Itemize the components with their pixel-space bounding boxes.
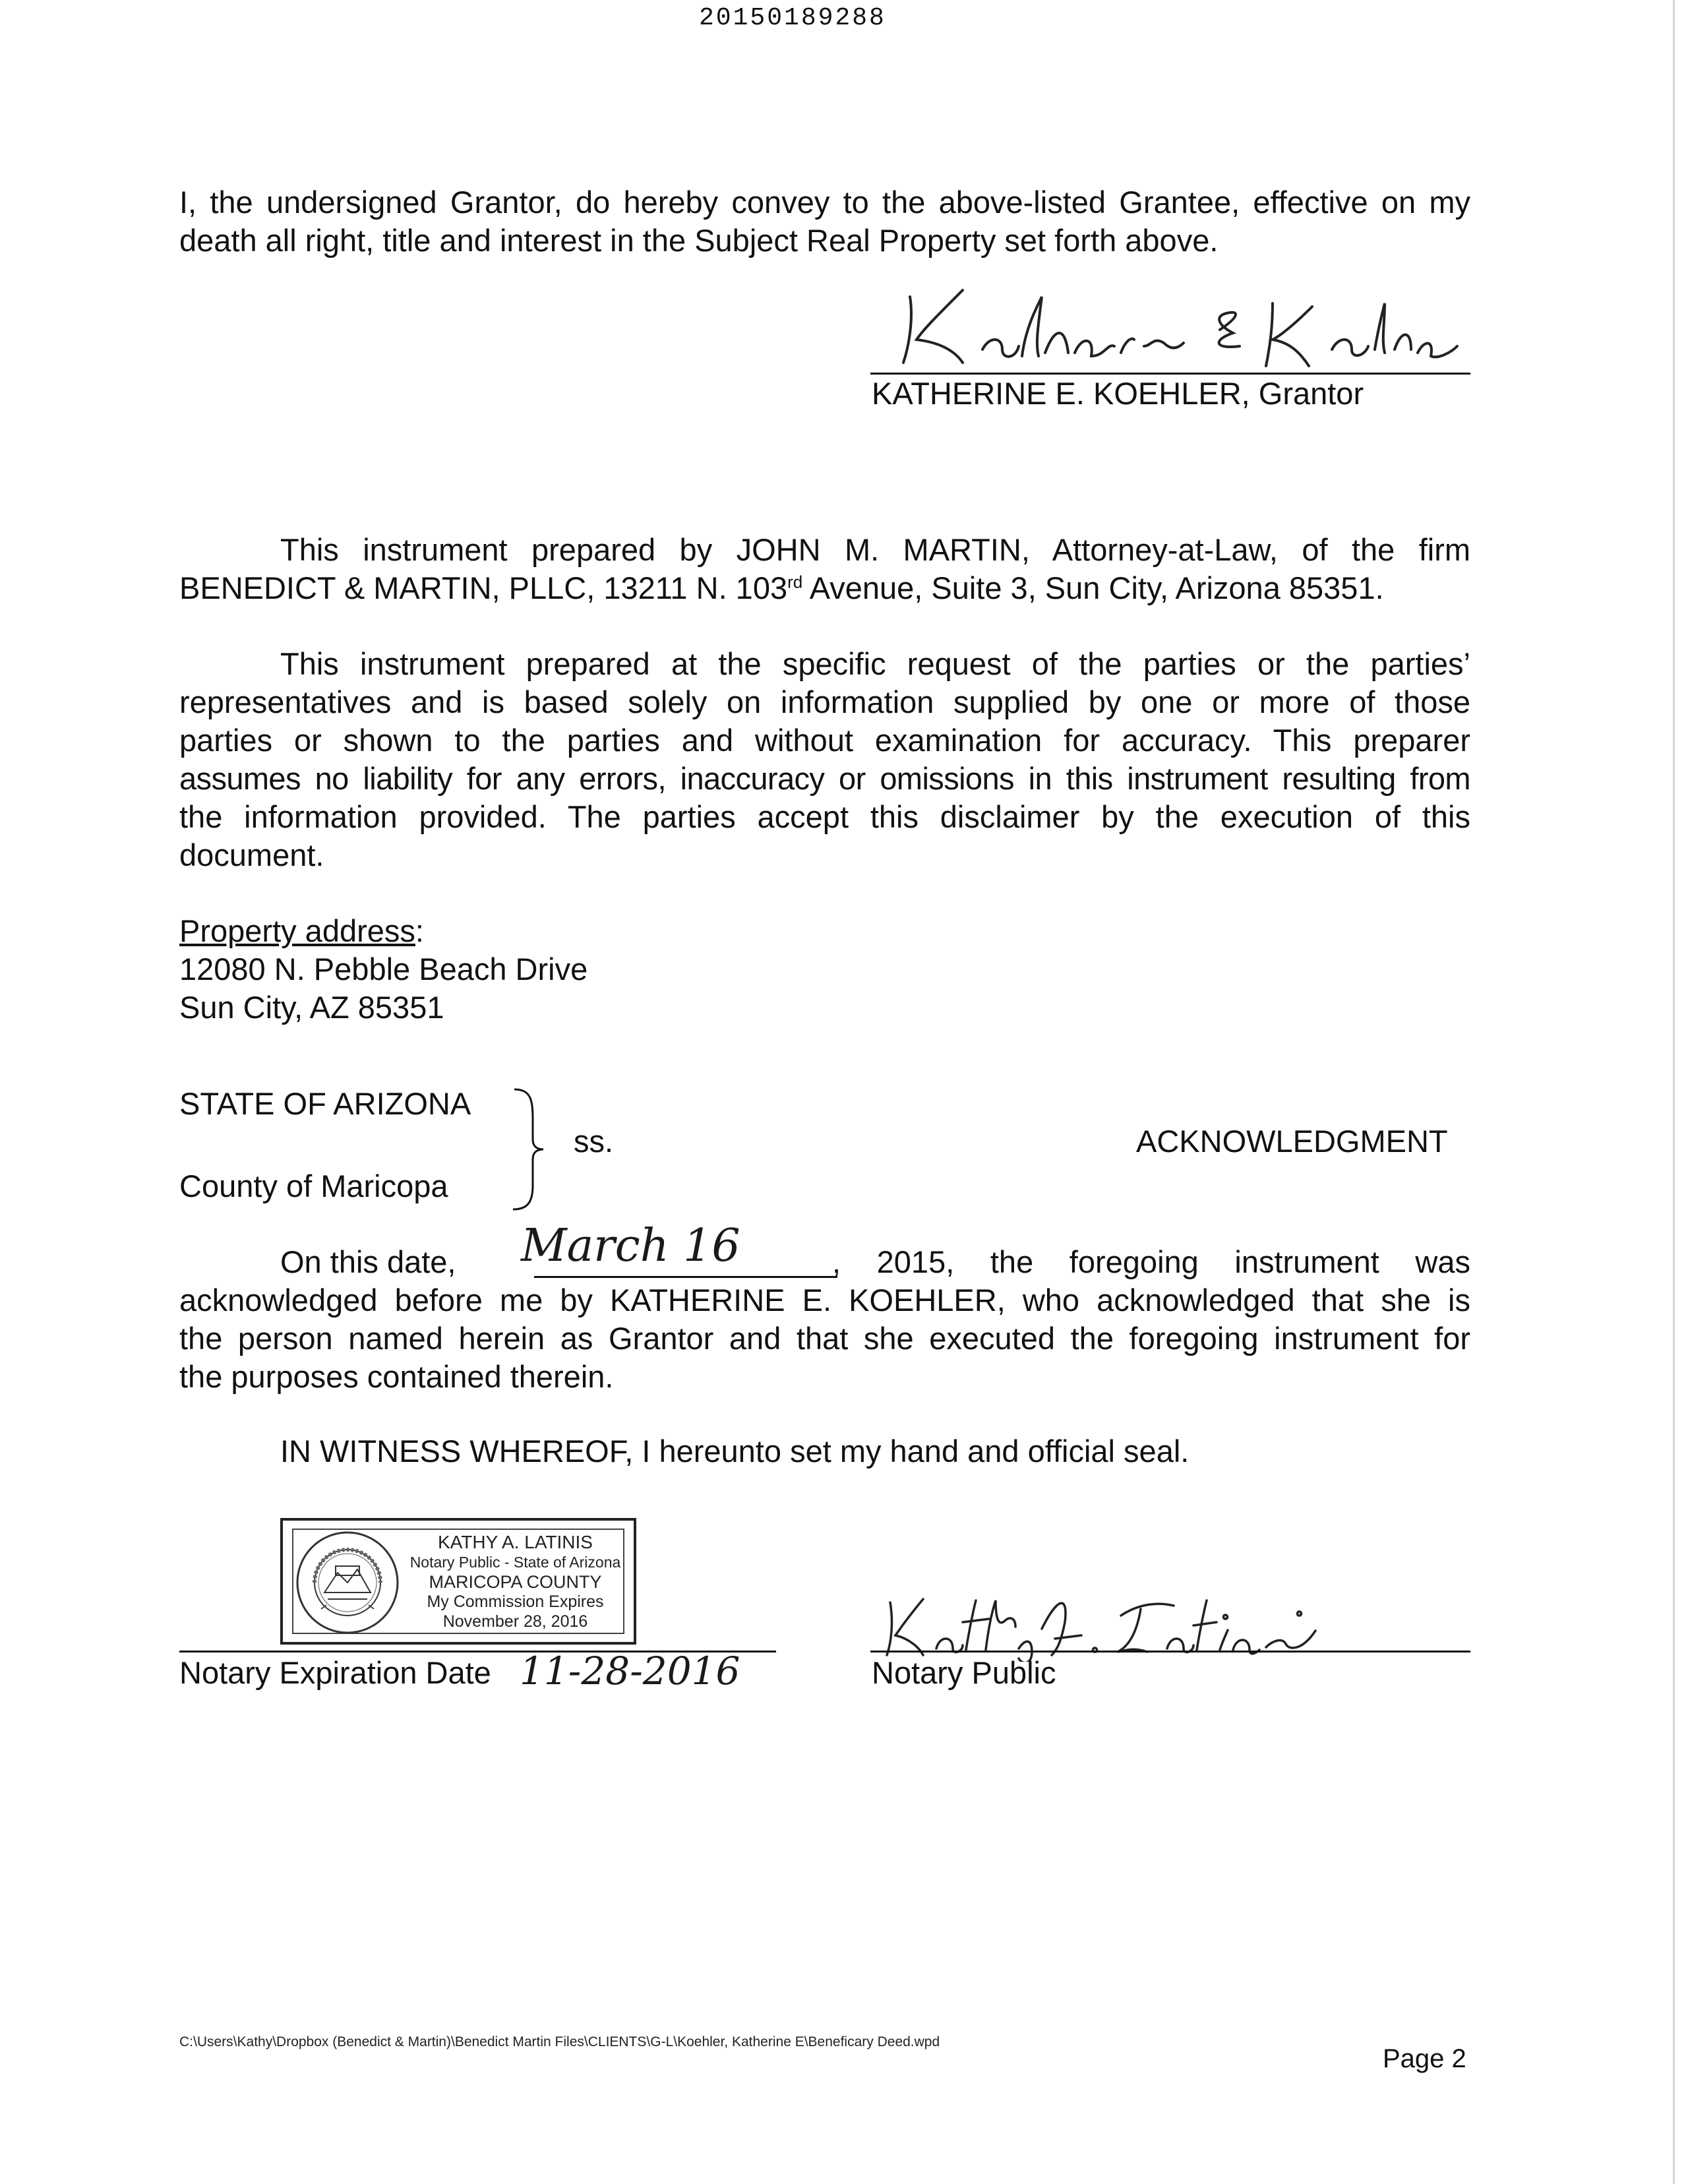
acknowledgment-heading: ACKNOWLEDGMENT (1136, 1124, 1448, 1159)
notary-stamp (280, 1518, 636, 1645)
property-city: Sun City, AZ 85351 (179, 990, 444, 1025)
notary-commission-date: November 28, 2016 (442, 1612, 588, 1631)
witness-clause: IN WITNESS WHEREOF, I hereunto set my hand and official seal. (280, 1434, 1190, 1469)
disclaimer-line-1: This instrument prepared at the specific request of the parties or the parties’ (280, 646, 1470, 681)
conveyance-line-2: death all right, title and interest in the Subject Real Property set forth above. (179, 223, 1219, 258)
property-street: 12080 N. Pebble Beach Drive (179, 952, 588, 986)
ordinal-suffix: rd (787, 572, 803, 592)
venue-brace (508, 1087, 547, 1212)
ack-handwritten-date: March 16 (521, 1220, 740, 1272)
page-edge-shadow (1673, 0, 1675, 2184)
page-number: Page 2 (1383, 2044, 1466, 2073)
notary-public-caption: Notary Public (872, 1655, 1056, 1690)
notary-expiration-handwritten: 11-28-2016 (520, 1649, 740, 1693)
disclaimer-line-3: parties or shown to the parties and without examination for accuracy. This preparer (179, 723, 1470, 758)
disclaimer-line-6: document. (179, 837, 324, 872)
grantor-caption: KATHERINE E. KOEHLER, Grantor (872, 376, 1364, 411)
ack-date-line (534, 1276, 837, 1278)
property-address-label-row (179, 912, 424, 950)
venue-county: County of Maricopa (179, 1168, 448, 1203)
notary-county: MARICOPA COUNTY (429, 1572, 602, 1592)
ack-line-3: the person named herein as Grantor and that she executed the foregoing instrument for (179, 1321, 1470, 1356)
disclaimer-line-5: the information provided. The parties accept this disclaimer by the execution of this (179, 799, 1470, 834)
ack-line-2: acknowledged before me by KATHERINE E. KOEHLER, who acknowledged that she is (179, 1283, 1470, 1318)
notary-title: Notary Public - State of Arizona (409, 1554, 621, 1571)
footer-file-path: C:\Users\Kathy\Dropbox (Benedict & Martin)\Benedict Martin Files\CLIENTS\G-L\Koehler, Katherine E\Beneficary Deed.wpd (179, 2034, 940, 2049)
notary-expiration-label: Notary Expiration Date (179, 1655, 491, 1690)
property-address-label: Property address (179, 913, 415, 948)
ack-line-1-lead: On this date, (280, 1244, 456, 1279)
notary-commission: My Commission Expires (427, 1592, 604, 1611)
notary-public-line (870, 1651, 1470, 1653)
notary-name: KATHY A. LATINIS (438, 1532, 593, 1552)
disclaimer-line-4: assumes no liability for any errors, inaccuracy or omissions in this instrument resulting from (179, 761, 1470, 796)
preparer-line-1: This instrument prepared by JOHN M. MARTIN, Attorney-at-Law, of the firm (280, 532, 1470, 567)
preparer-line-2 (179, 569, 1470, 607)
conveyance-line-1: I, the undersigned Grantor, do hereby convey to the above-listed Grantee, effective on my (179, 185, 1470, 220)
arizona-seal-icon (295, 1530, 400, 1635)
disclaimer-line-2: representatives and is based solely on information supplied by one or more of those (179, 684, 1470, 719)
preparer-address-b: Avenue, Suite 3, Sun City, Arizona 85351. (802, 570, 1384, 605)
document-number: 20150189288 (699, 4, 886, 32)
ack-line-4: the purposes contained therein. (179, 1359, 614, 1394)
notary-stamp-text (402, 1532, 629, 1631)
ack-line-1-tail: , 2015, the foregoing instrument was (832, 1244, 1470, 1279)
venue-state: STATE OF ARIZONA (179, 1086, 471, 1121)
venue-ss: ss. (574, 1124, 614, 1159)
grantor-signature (884, 277, 1477, 376)
preparer-address-a: BENEDICT & MARTIN, PLLC, 13211 N. 103 (179, 570, 788, 605)
property-address-colon: : (415, 913, 424, 948)
